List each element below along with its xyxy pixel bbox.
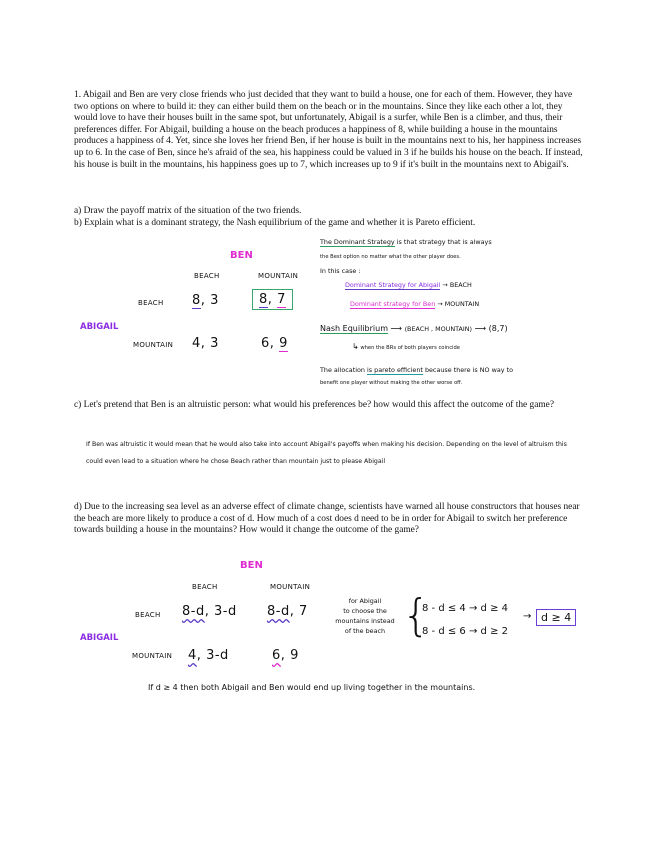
nash-title: Nash Equilibrium xyxy=(320,324,388,333)
note-ds-abigail xyxy=(345,281,472,289)
pareto-highlight: is pareto efficient xyxy=(367,366,423,374)
note-in-this-case: In this case : xyxy=(320,267,361,275)
matrix2-cell-mountain-beach xyxy=(188,648,229,663)
comma: , xyxy=(196,648,202,663)
matrix1-cell-mountain-beach xyxy=(192,336,219,351)
question-intro: 1. Abigail and Ben are very close friends who just decided that they want to build a house, one for each of them. However, they have two options on where to build it: they can either build them on the beach or in the mountains. Since they like each other a lot, they would love to have their houses built in the same spot, but unfortunately, Abigail is a surfer, while Ben is a climber, and thus, their preferences differ. For Abigail, building a house on the beach produces a happiness of 8, while building a house in the mountains produces a happiness of 4. Yet, since she loves her friend Ben, if her house is built in the mountains next to his, her happiness increases up to 6. In the case of Ben, since he's afraid of the sea, his happiness could be valued in 3 if he builds his house on the beach. If instead, his house is built in the mountains, his happiness goes up to 7, which increases up to 9 if it's built in the mountains next to Abigail's. xyxy=(74,90,583,170)
pareto-part: The allocation xyxy=(320,366,365,374)
payoff-value: 8-d xyxy=(267,604,290,619)
nash-note: when the BRs of both players coincide xyxy=(360,345,460,351)
payoff-value: 7 xyxy=(299,604,308,619)
condition-line: mountains instead xyxy=(335,617,395,625)
payoff-value: 3-d xyxy=(214,604,237,619)
arrow: → xyxy=(442,281,448,289)
note-pareto-line2: benefit one player without making the other worse off. xyxy=(320,380,463,386)
note-ds-ben xyxy=(350,300,479,308)
nash-strategies: (BEACH , MOUNTAIN) xyxy=(404,325,473,333)
condition-line: to choose the xyxy=(343,607,387,615)
matrix2-cell-beach-beach xyxy=(182,604,237,619)
payoff-value: 4 xyxy=(188,648,197,663)
arrow: → xyxy=(468,626,478,637)
ds-abigail-result: BEACH xyxy=(449,281,472,289)
payoff-value: 8-d xyxy=(182,604,205,619)
pareto-part: because there is NO way to xyxy=(424,366,513,374)
arrow: ⟶ xyxy=(474,324,487,333)
payoff-value: 8 xyxy=(192,293,201,308)
ds-ben-result: MOUNTAIN xyxy=(444,300,480,308)
matrix1-col-beach: BEACH xyxy=(194,272,220,280)
inequality-result: d ≥ 2 xyxy=(480,626,508,637)
arrow: → xyxy=(437,300,443,308)
ds-abigail-label: Dominant Strategy for Abigail xyxy=(345,281,441,289)
brace: { xyxy=(402,590,430,641)
matrix1-col-player: BEN xyxy=(230,250,253,261)
matrix1-cell-beach-mountain xyxy=(252,289,293,310)
matrix2-row-beach: BEACH xyxy=(135,611,161,619)
matrix1-row-beach: BEACH xyxy=(138,299,164,307)
matrix2-cell-beach-mountain xyxy=(267,604,308,619)
ds-ben-label: Dominant strategy for Ben xyxy=(350,300,436,308)
matrix2-row-mountain: MOUNTAIN xyxy=(132,652,173,660)
payoff-value: 4 xyxy=(192,336,201,351)
inequality-result: d ≥ 4 xyxy=(480,603,508,614)
matrix1-row-mountain: MOUNTAIN xyxy=(133,341,174,349)
comma: , xyxy=(269,336,275,351)
payoff-value: 9 xyxy=(279,336,288,351)
matrix2-col-mountain: MOUNTAIN xyxy=(270,583,311,591)
note-pareto-line1 xyxy=(320,366,513,374)
dominant-title: The Dominant Strategy xyxy=(320,238,395,246)
arrow: → xyxy=(468,603,478,614)
payoff-value: 7 xyxy=(277,292,286,307)
question-part-a: a) Draw the payoff matrix of the situation of the two friends. xyxy=(74,206,302,216)
matrix1-cell-beach-beach xyxy=(192,293,219,308)
final-result: d ≥ 4 xyxy=(536,609,576,626)
matrix1-cell-mountain-mountain xyxy=(261,336,288,351)
note-nash-explanation xyxy=(352,342,460,351)
payoff-value: 9 xyxy=(290,648,299,663)
matrix2-row-player: ABIGAIL xyxy=(80,633,119,643)
comma: , xyxy=(267,292,273,307)
dominant-rest: is that strategy that is always xyxy=(396,238,492,246)
payoff-value: 8 xyxy=(259,292,268,307)
note-dominant-line2: the Best option no matter what the other player does. xyxy=(320,254,461,260)
comma: , xyxy=(200,336,206,351)
comma: , xyxy=(204,604,210,619)
inequality-expr: 8 - d ≤ 6 xyxy=(422,626,466,637)
payoff-value: 6 xyxy=(272,648,281,663)
matrix2-col-beach: BEACH xyxy=(192,583,218,591)
inequality-expr: 8 - d ≤ 4 xyxy=(422,603,466,614)
arrow: ↳ xyxy=(352,342,359,351)
condition-line: of the beach xyxy=(344,627,386,635)
matrix1-col-mountain: MOUNTAIN xyxy=(258,272,299,280)
question-part-d: d) Due to the increasing sea level as an adverse effect of climate change, scientists have warned all house constructors that houses near the beach are more likely to produce a cost of d. How much of a cost does d need to be in order for Abigail to switch her preference towards building a house in the mountains? How would it change the outcome of the game? xyxy=(74,502,580,536)
answer-c: If Ben was altruistic it would mean that he would also take into account Abigail's payoffs when making his decision. Depending on the level of altruism this could even lead to a situation where he chose Beach rather than mountain just to please Abigail xyxy=(86,441,567,465)
question-part-c: c) Let's pretend that Ben is an altruistic person: what would his preferences be? how would this affect the outcome of the game? xyxy=(74,400,555,410)
condition-line: for Abigail xyxy=(348,597,382,605)
note-dominant-line1 xyxy=(320,238,492,246)
conclusion: If d ≥ 4 then both Abigail and Ben would end up living together in the mountains. xyxy=(148,683,476,692)
comma: , xyxy=(200,293,206,308)
comma: , xyxy=(289,604,295,619)
note-nash xyxy=(320,324,508,333)
matrix1-row-player: ABIGAIL xyxy=(80,322,119,332)
inequality-2 xyxy=(422,626,508,637)
note-abigail-condition xyxy=(330,596,400,636)
comma: , xyxy=(280,648,286,663)
matrix2-col-player: BEN xyxy=(240,560,263,571)
nash-payoffs: (8,7) xyxy=(488,324,508,333)
payoff-value: 3 xyxy=(210,293,219,308)
question-part-b: b) Explain what is a dominant strategy, the Nash equilibrium of the game and whether it is Pareto efficient. xyxy=(74,218,476,228)
arrow: ⟶ xyxy=(390,324,403,333)
payoff-value: 3-d xyxy=(206,648,229,663)
inequality-1 xyxy=(422,603,508,614)
final-arrow: → xyxy=(523,611,532,622)
payoff-value: 3 xyxy=(210,336,219,351)
matrix2-cell-mountain-mountain xyxy=(272,648,299,663)
payoff-value: 6 xyxy=(261,336,270,351)
